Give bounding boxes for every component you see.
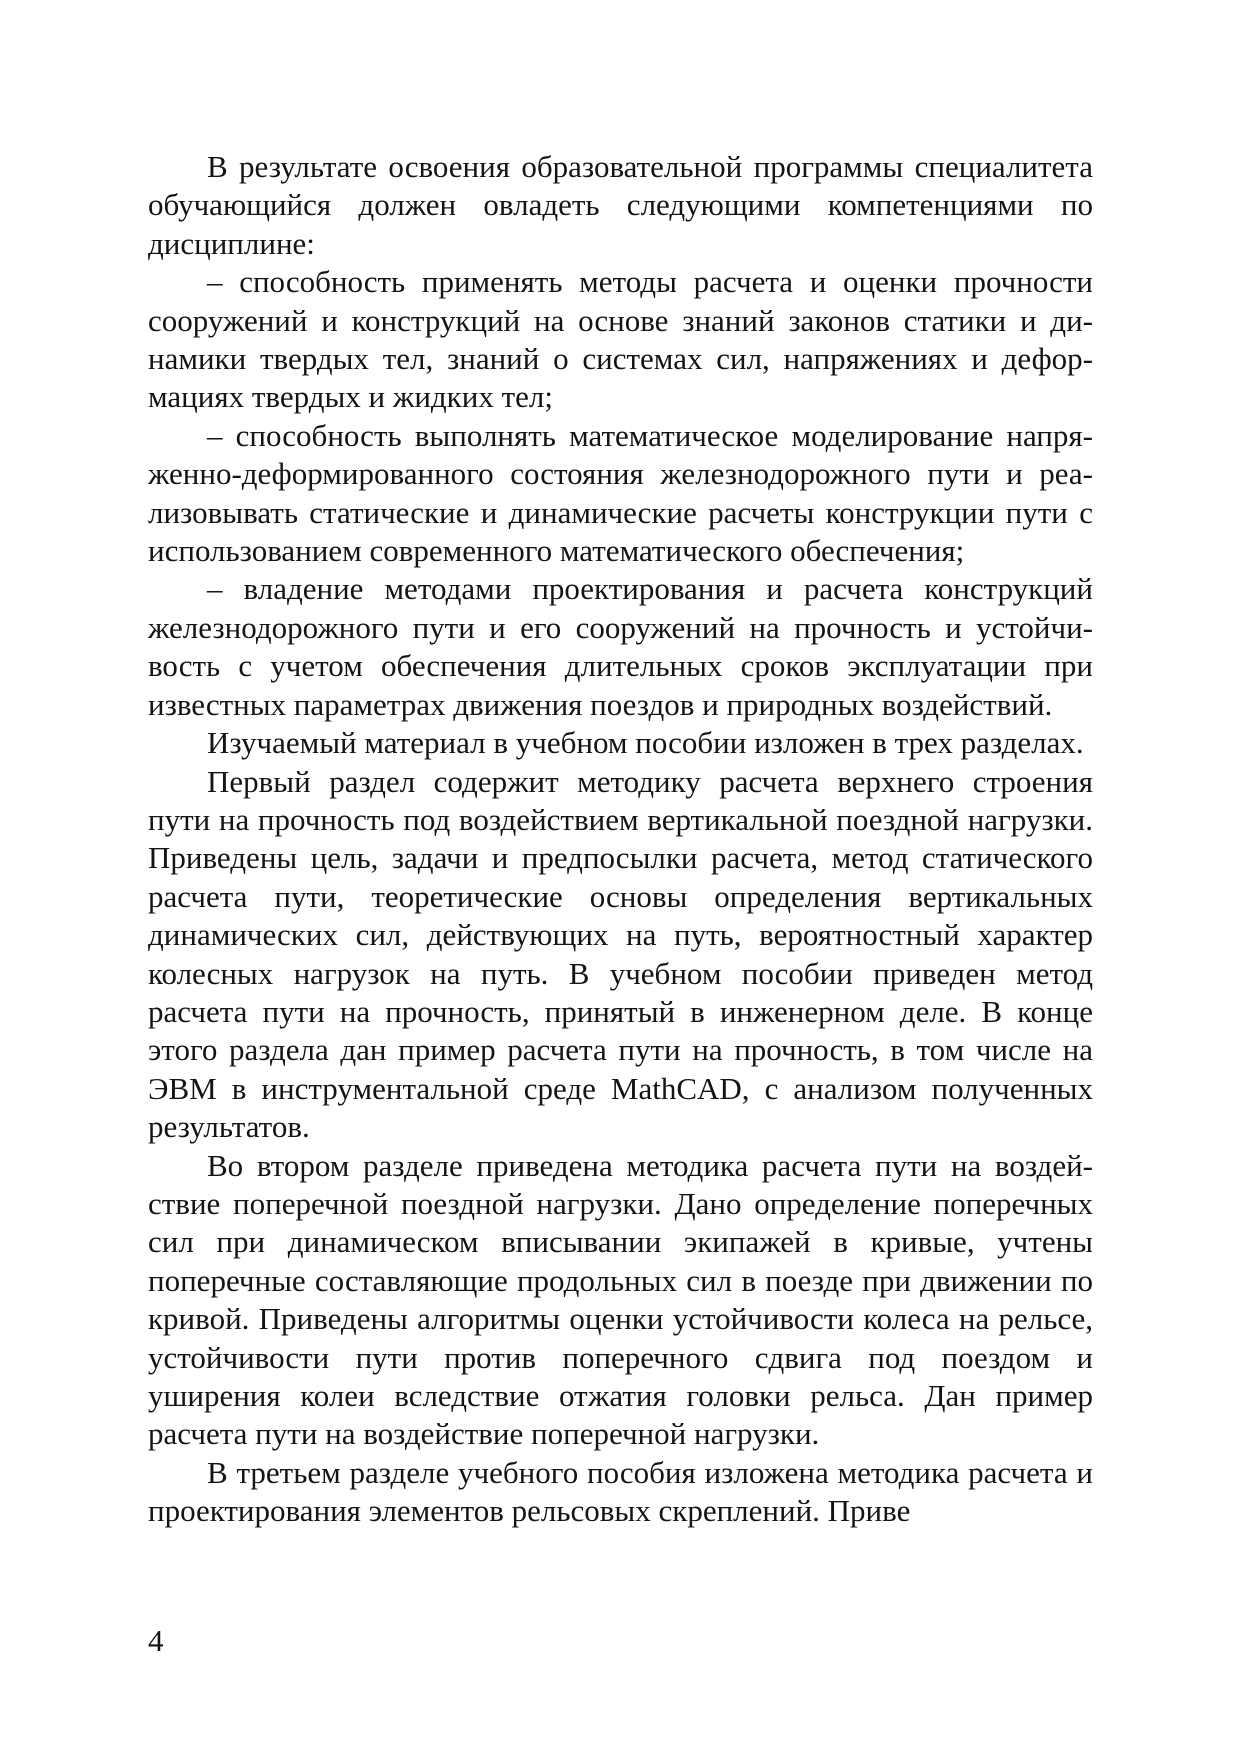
body-text (148, 148, 1093, 1531)
page-number: 4 (148, 1623, 164, 1658)
paragraph-competency-1: – способность применять методы расчета и оценки прочности сооружений и конструкций на основе знаний законов статики и динамики твердых тел, знаний о системах сил, напряжениях и деформациях твердых и жидких тел; (148, 264, 1093, 415)
paragraph-sections-intro: Изучаемый материал в учебном пособии изложен в трех разделах. (207, 725, 1084, 761)
paragraph-competencies-intro: В результате освоения образовательной программы специалитета обучающийся должен овладеть следующими компетенциями по дисциплине: (148, 149, 1093, 261)
paragraph-competency-3: – владение методами проектирования и расчета конструкций железнодорожного пути и его сооружений на прочность и устойчивость с учетом обеспечения длительных сроков эксплуатации при известных параметрах движения поездов и природных воздействий. (148, 571, 1093, 722)
paragraph-section-3: В третьем разделе учебного пособия изложена методика расчета и проектирования элементов рельсовых скреплений. Приве (148, 1454, 1093, 1529)
paragraph-section-1: Первый раздел содержит методику расчета верхнего строения пути на прочность под воздействием вертикальной поездной нагрузки. Приведены цель, задачи и предпосылки расчета, метод статического расчета пути, теоретические основы определения вертикальных динамических сил, действующих на путь, вероятностный характер колесных нагрузок на путь. В учебном пособии приведен метод расчета пути на прочность, принятый в инженерном деле. В конце этого раздела дан пример расчета пути на прочность, в том числе на ЭВМ в инструментальной среде MathCAD, с анализом полученных результатов. (148, 763, 1093, 1145)
paragraph-competency-2: – способность выполнять математическое моделирование напряженно-деформированного состояния железнодорожного пути и реализовывать статические и динамические расчеты конструкции пути с использованием современного математического обеспечения; (148, 417, 1093, 569)
paragraph-section-2: Во втором разделе приведена методика расчета пути на воздействие поперечной поездной нагрузки. Дано определение поперечных сил при динамическом вписывании экипажей в кривые, учтены поперечные составляющие продольных сил в поезде при движении по кривой. Приведены алгоритмы оценки устойчивости колеса на рельсе, устойчивости пути против поперечного сдвига под поездом и уширения колеи вследствие отжатия головки рельса. Дан пример расчета пути на воздействие поперечной нагрузки. (148, 1147, 1093, 1452)
